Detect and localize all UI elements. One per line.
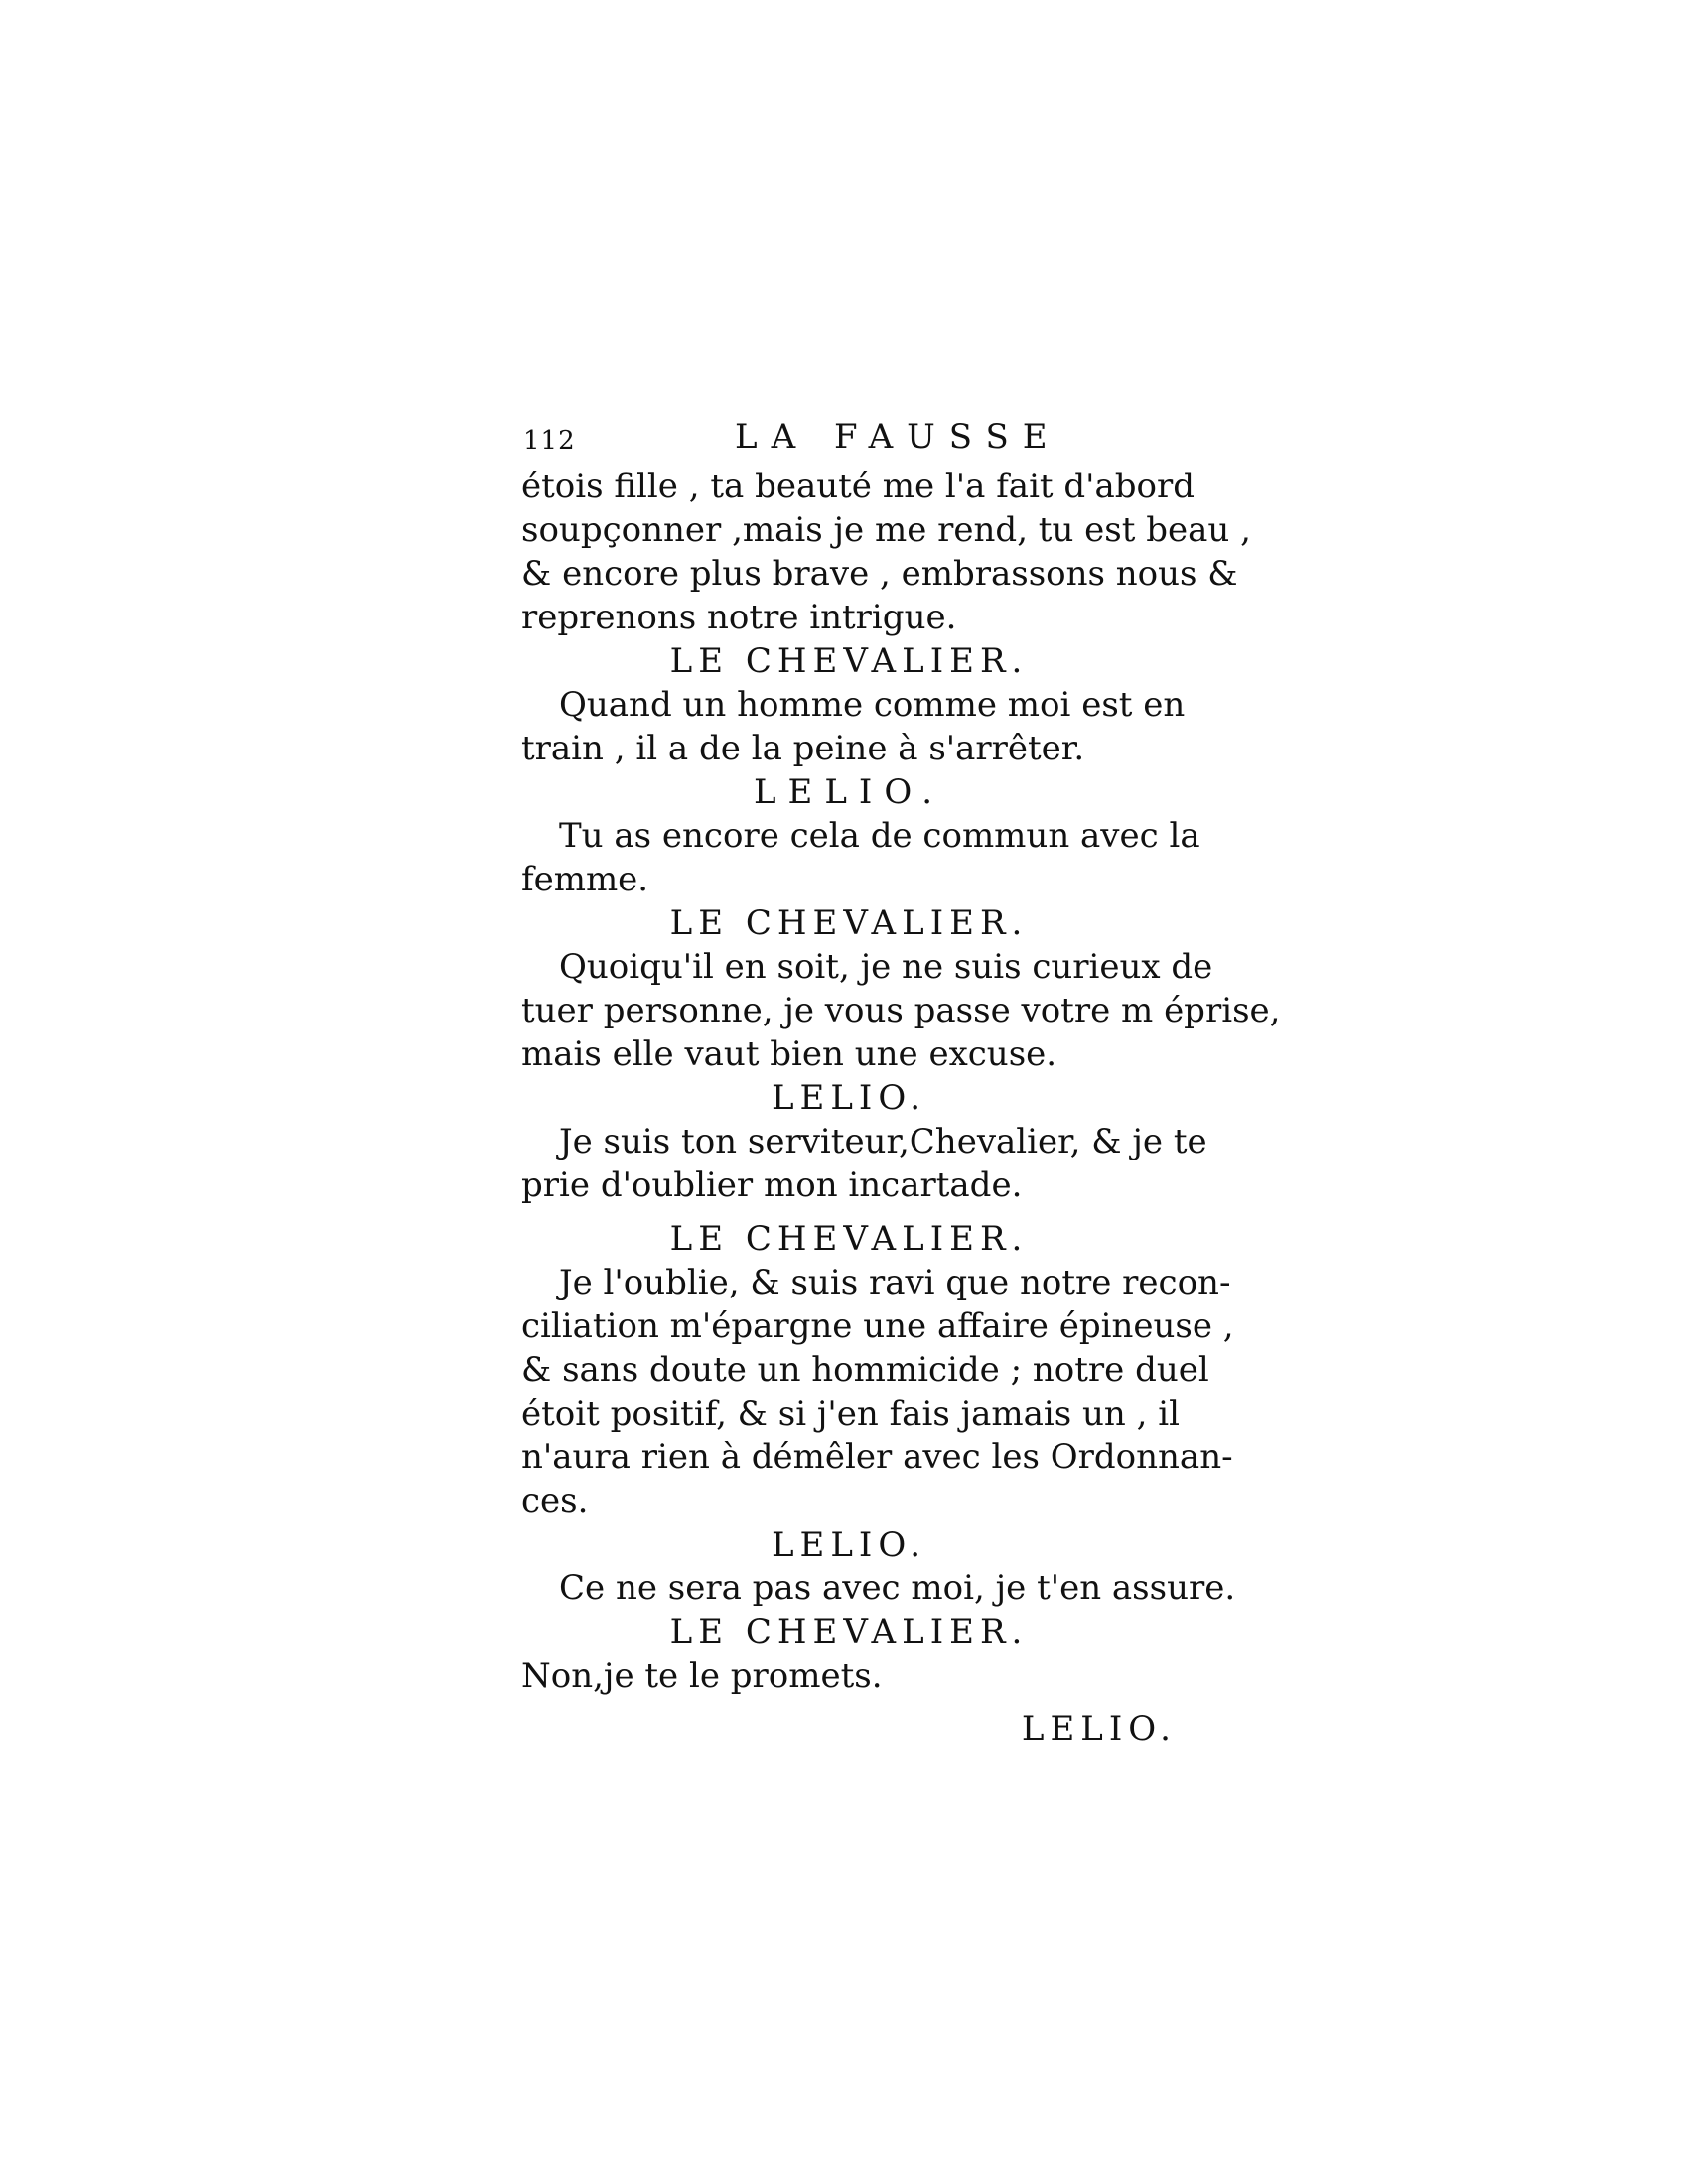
page-number: 112 [523, 426, 576, 456]
text-line: soupçonner ,mais je me rend, tu est beau , [521, 510, 1251, 550]
speaker-heading: LELIO. [753, 772, 945, 812]
text-line: Je l'oublie, & suis ravi que notre recon- [559, 1263, 1231, 1302]
text-line: femme. [521, 860, 649, 899]
speaker-heading: LELIO. [771, 1078, 927, 1118]
running-head [521, 415, 1177, 465]
text-line: ces. [521, 1481, 589, 1521]
text-line: ciliation m'épargne une affaire épineuse , [521, 1306, 1234, 1346]
text-line: Ce ne sera pas avec moi, je t'en assure. [559, 1569, 1236, 1608]
text-line: Je suis ton serviteur,Chevalier, & je te [559, 1122, 1207, 1161]
text-line: Quand un homme comme moi est en [559, 685, 1186, 725]
speaker-heading: LE CHEVALIER. [669, 641, 1029, 681]
text-line: n'aura rien à démêler avec les Ordonnan- [521, 1437, 1233, 1477]
text-line: train , il a de la peine à s'arrêter. [521, 729, 1085, 768]
text-line: étoit positif, & si j'en fais jamais un , il [521, 1394, 1180, 1433]
text-line: & sans doute un hommicide ; notre duel [521, 1350, 1209, 1390]
running-title: LA FAUSSE [735, 417, 1061, 457]
catchword: LELIO. [1021, 1709, 1177, 1749]
text-line: tuer personne, je vous passe votre m éprise, [521, 991, 1281, 1030]
speaker-heading: LE CHEVALIER. [669, 1612, 1029, 1652]
speaker-heading: LELIO. [771, 1525, 927, 1565]
text-line: & encore plus brave , embrassons nous & [521, 554, 1238, 594]
speaker-heading: LE CHEVALIER. [669, 1219, 1029, 1259]
text-line: reprenons notre intrigue. [521, 598, 957, 637]
text-line: Tu as encore cela de commun avec la [559, 816, 1200, 856]
speaker-heading: LE CHEVALIER. [669, 903, 1029, 943]
text-line: Quoiqu'il en soit, je ne suis curieux de [559, 947, 1213, 987]
text-line: Non,je te le promets. [521, 1656, 883, 1696]
text-line: étois fille , ta beauté me l'a fait d'abord [521, 467, 1196, 506]
text-line: prie d'oublier mon incartade. [521, 1165, 1023, 1205]
text-line: mais elle vaut bien une excuse. [521, 1034, 1057, 1074]
text-block [521, 415, 1281, 1751]
